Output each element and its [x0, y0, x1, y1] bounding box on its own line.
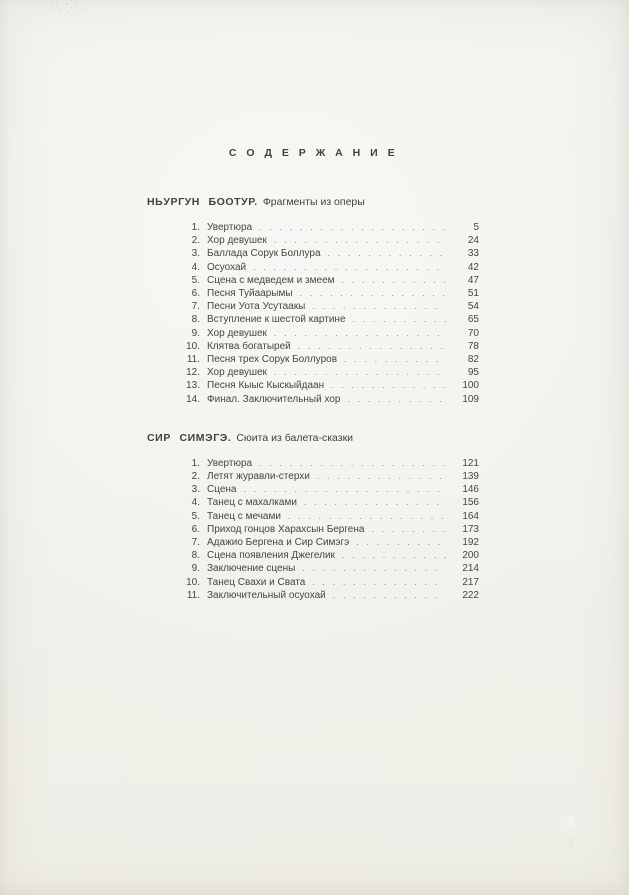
item-title: Хор девушек: [207, 235, 267, 247]
toc-row: [147, 483, 479, 496]
item-page: 42: [467, 261, 479, 273]
toc-row: [147, 327, 479, 340]
item-page: 33: [467, 248, 479, 260]
dot-leader: [288, 510, 446, 523]
scan-smudge: [567, 816, 574, 846]
item-title: Сцена с медведем и змеем: [207, 274, 335, 286]
dot-leader: [312, 576, 446, 589]
toc-rows: [147, 221, 479, 406]
toc-row: [147, 313, 479, 326]
toc-row: [147, 287, 479, 300]
section-subtitle: Фрагменты из оперы: [262, 196, 365, 208]
item-title: Летят журавли-стерхи: [207, 471, 310, 483]
item-title: Песня Кыыс Кыскыйдаан: [207, 380, 325, 392]
item-page: 70: [467, 327, 479, 339]
toc-row: [147, 576, 479, 589]
item-number: 5.: [191, 510, 200, 522]
item-title: Вступление к шестой картине: [207, 314, 346, 326]
toc-row: [147, 379, 479, 392]
item-number: 2.: [191, 235, 200, 247]
dot-leader: [331, 379, 446, 392]
item-number: 11.: [186, 354, 200, 366]
toc-section-ballet: [147, 432, 479, 602]
item-number: 11.: [186, 589, 200, 601]
item-title: Баллада Сорук Боллура: [207, 248, 321, 260]
item-number: 1.: [191, 457, 200, 469]
item-page: 156: [462, 497, 479, 509]
dot-leader: [300, 287, 446, 300]
dot-leader: [243, 483, 446, 496]
dot-leader: [333, 589, 446, 602]
dot-leader: [353, 313, 446, 326]
toc-row: [147, 523, 479, 536]
dot-leader: [274, 366, 446, 379]
dot-leader: [259, 221, 446, 234]
toc-row: [147, 340, 479, 353]
toc-row: [147, 261, 479, 274]
item-page: 78: [467, 340, 479, 352]
item-number: 2.: [191, 471, 200, 483]
item-title: Адажио Бергена и Сир Симэгэ: [207, 537, 350, 549]
item-page: 173: [462, 523, 479, 535]
item-number: 13.: [186, 380, 200, 392]
toc-row: [147, 274, 479, 287]
item-number: 6.: [191, 523, 200, 535]
toc-row: [147, 366, 479, 379]
toc-row: [147, 510, 479, 523]
item-number: 14.: [186, 393, 200, 405]
item-page: 222: [462, 589, 479, 601]
dot-leader: [317, 470, 446, 483]
item-number: 3.: [191, 484, 200, 496]
item-title: Финал. Заключительный хор: [207, 393, 341, 405]
item-page: 82: [467, 354, 479, 366]
item-page: 121: [462, 457, 479, 469]
item-page: 24: [467, 235, 479, 247]
item-title: Заключительный осуохай: [207, 589, 326, 601]
dot-leader: [312, 300, 446, 313]
section-heading: [147, 196, 479, 209]
toc-row: [147, 549, 479, 562]
item-page: 146: [462, 484, 479, 496]
dot-leader: [274, 327, 446, 340]
item-page: 54: [467, 301, 479, 313]
item-title: Сцена: [207, 484, 237, 496]
dot-leader: [253, 261, 446, 274]
item-title: Осуохай: [207, 261, 247, 273]
toc-row: [147, 457, 479, 470]
item-page: 164: [462, 510, 479, 522]
item-title: Сцена появления Джегелик: [207, 550, 335, 562]
toc-section-opera: [147, 196, 479, 406]
item-title: Песни Уота Усутаакы: [207, 301, 306, 313]
toc-row: [147, 393, 479, 406]
toc-row: [147, 496, 479, 509]
dot-leader: [342, 274, 446, 287]
item-number: 7.: [191, 301, 200, 313]
item-page: 47: [467, 274, 479, 286]
section-title: НЬУРГУН БООТУР.: [147, 196, 258, 208]
item-number: 9.: [191, 563, 200, 575]
item-page: 5: [473, 222, 479, 233]
toc-row: [147, 536, 479, 549]
item-title: Хор девушек: [207, 367, 267, 379]
toc-row: [147, 221, 479, 234]
dot-leader: [259, 457, 446, 470]
toc-row: [147, 470, 479, 483]
toc-row: [147, 562, 479, 575]
toc-row: [147, 353, 479, 366]
dot-leader: [304, 496, 446, 509]
item-number: 10.: [186, 340, 200, 352]
table-of-contents: [147, 196, 479, 628]
scan-speckles: [52, 4, 53, 5]
item-page: 51: [467, 288, 479, 300]
toc-row: [147, 589, 479, 602]
item-number: 8.: [191, 550, 200, 562]
dot-leader: [371, 523, 446, 536]
item-page: 65: [467, 314, 479, 326]
item-title: Песня трех Сорук Боллуров: [207, 354, 338, 366]
item-page: 100: [462, 380, 479, 392]
dot-leader: [342, 549, 446, 562]
dot-leader: [328, 247, 446, 260]
item-title: Танец с мечами: [207, 510, 281, 522]
item-page: 214: [462, 563, 479, 575]
item-title: Клятва богатырей: [207, 340, 291, 352]
item-page: 139: [462, 471, 479, 483]
item-title: Хор девушек: [207, 327, 267, 339]
item-title: Увертюра: [207, 222, 253, 233]
item-title: Танец Свахи и Свата: [207, 576, 306, 588]
toc-row: [147, 247, 479, 260]
item-title: Увертюра: [207, 457, 253, 469]
section-heading: [147, 432, 479, 445]
item-number: 12.: [186, 367, 200, 379]
item-number: 3.: [191, 248, 200, 260]
item-number: 4.: [191, 497, 200, 509]
item-title: Заключение сцены: [207, 563, 296, 575]
item-number: 10.: [186, 576, 200, 588]
item-number: 7.: [191, 537, 200, 549]
item-page: 192: [462, 537, 479, 549]
section-title: СИР СИМЭГЭ.: [147, 431, 232, 444]
item-page: 109: [462, 393, 479, 405]
item-number: 5.: [191, 274, 200, 286]
toc-rows: [147, 457, 479, 602]
dot-leader: [298, 340, 446, 353]
item-title: Песня Туйаарымы: [207, 288, 293, 300]
item-number: 4.: [191, 261, 200, 273]
item-number: 6.: [191, 288, 200, 300]
toc-row: [147, 300, 479, 313]
item-number: 8.: [191, 314, 200, 326]
item-title: Приход гонцов Харахсын Бергена: [207, 523, 365, 535]
item-number: 1.: [191, 222, 200, 233]
section-subtitle: Сюита из балета-сказки: [236, 431, 354, 444]
dot-leader: [348, 393, 447, 406]
item-page: 217: [462, 576, 479, 588]
toc-row: [147, 234, 479, 247]
page-title: С О Д Е Р Ж А Н И Е: [228, 147, 399, 159]
item-page: 200: [462, 550, 479, 562]
dot-leader: [344, 353, 446, 366]
item-page: 95: [467, 367, 479, 379]
dot-leader: [274, 234, 446, 247]
dot-leader: [356, 536, 446, 549]
item-title: Танец с махалками: [207, 497, 297, 509]
item-number: 9.: [191, 327, 200, 339]
dot-leader: [302, 562, 446, 575]
